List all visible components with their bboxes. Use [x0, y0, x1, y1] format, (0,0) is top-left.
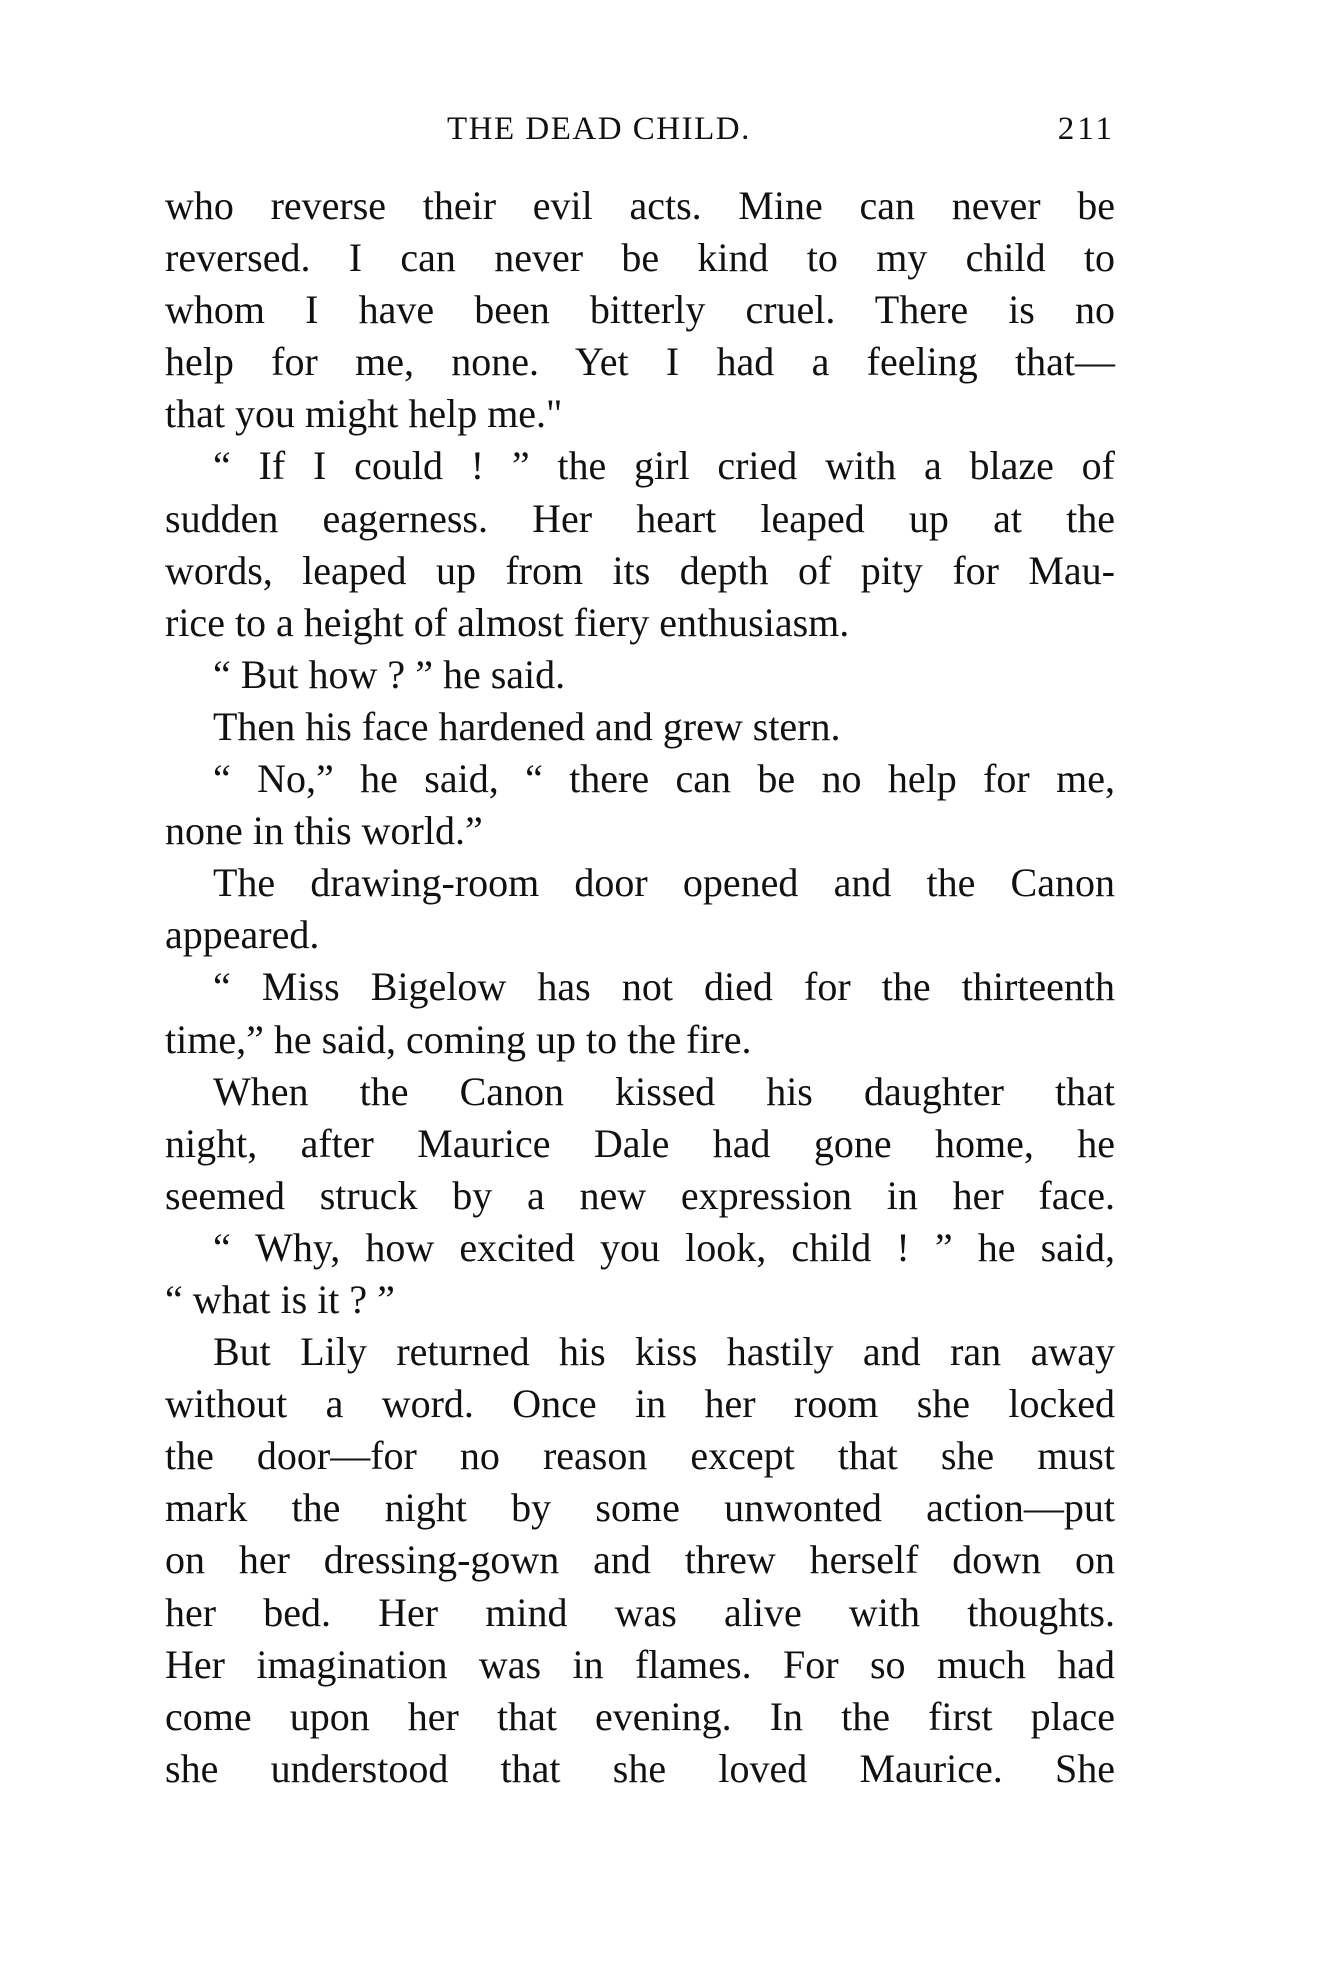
text-line: Then his face hardened and grew stern.	[213, 703, 841, 749]
text-line: But Lily returned his kiss hastily and ran away	[213, 1329, 1115, 1375]
text-line: Her imagination was in flames. For so much had	[165, 1641, 1115, 1687]
text-line: “ No,” he said, “ there can be no help for me,	[213, 756, 1115, 802]
text-line: the door—for no reason except that she must	[165, 1433, 1115, 1479]
text-line: reversed. I can never be kind to my child to	[165, 235, 1115, 281]
text-line: “ If I could ! ” the girl cried with a blaze of	[213, 443, 1115, 489]
text-line: “ Why, how excited you look, child ! ” he said,	[213, 1224, 1115, 1270]
text-line: appeared.	[165, 912, 320, 958]
text-line: sudden eagerness. Her heart leaped up at the	[165, 495, 1115, 541]
text-line: who reverse their evil acts. Mine can never be	[165, 183, 1115, 228]
text-line: night, after Maurice Dale had gone home, he	[165, 1120, 1115, 1166]
text-line: without a word. Once in her room she locked	[165, 1381, 1115, 1427]
text-line: none in this world.”	[165, 808, 483, 854]
text-line: help for me, none. Yet I had a feeling that—	[165, 339, 1115, 385]
text-line: on her dressing-gown and threw herself down on	[165, 1537, 1115, 1583]
text-line: she understood that she loved Maurice. She	[165, 1745, 1115, 1791]
text-line: “ But how ? ” he said.	[213, 651, 566, 697]
text-line: When the Canon kissed his daughter that	[213, 1068, 1115, 1114]
text-line: rice to a height of almost fiery enthusiasm.	[165, 599, 850, 645]
running-head	[165, 104, 1115, 154]
chapter-title: THE DEAD CHILD.	[447, 111, 751, 147]
page-number: 211	[1057, 111, 1115, 147]
text-line: The drawing-room door opened and the Canon	[213, 860, 1115, 906]
text-line: that you might help me."	[165, 391, 563, 437]
text-line: come upon her that evening. In the first place	[165, 1693, 1115, 1739]
text-line: words, leaped up from its depth of pity for Mau-	[165, 547, 1115, 593]
text-line: time,” he said, coming up to the fire.	[165, 1016, 752, 1062]
text-line: seemed struck by a new expression in her face.	[165, 1172, 1115, 1218]
text-line: “ Miss Bigelow has not died for the thirteenth	[213, 964, 1115, 1010]
text-line: mark the night by some unwonted action—put	[165, 1485, 1115, 1531]
body-text	[165, 180, 1115, 1795]
text-line: her bed. Her mind was alive with thoughts.	[165, 1589, 1115, 1635]
text-line: whom I have been bitterly cruel. There is no	[165, 287, 1115, 333]
text-line: “ what is it ? ”	[165, 1276, 395, 1322]
